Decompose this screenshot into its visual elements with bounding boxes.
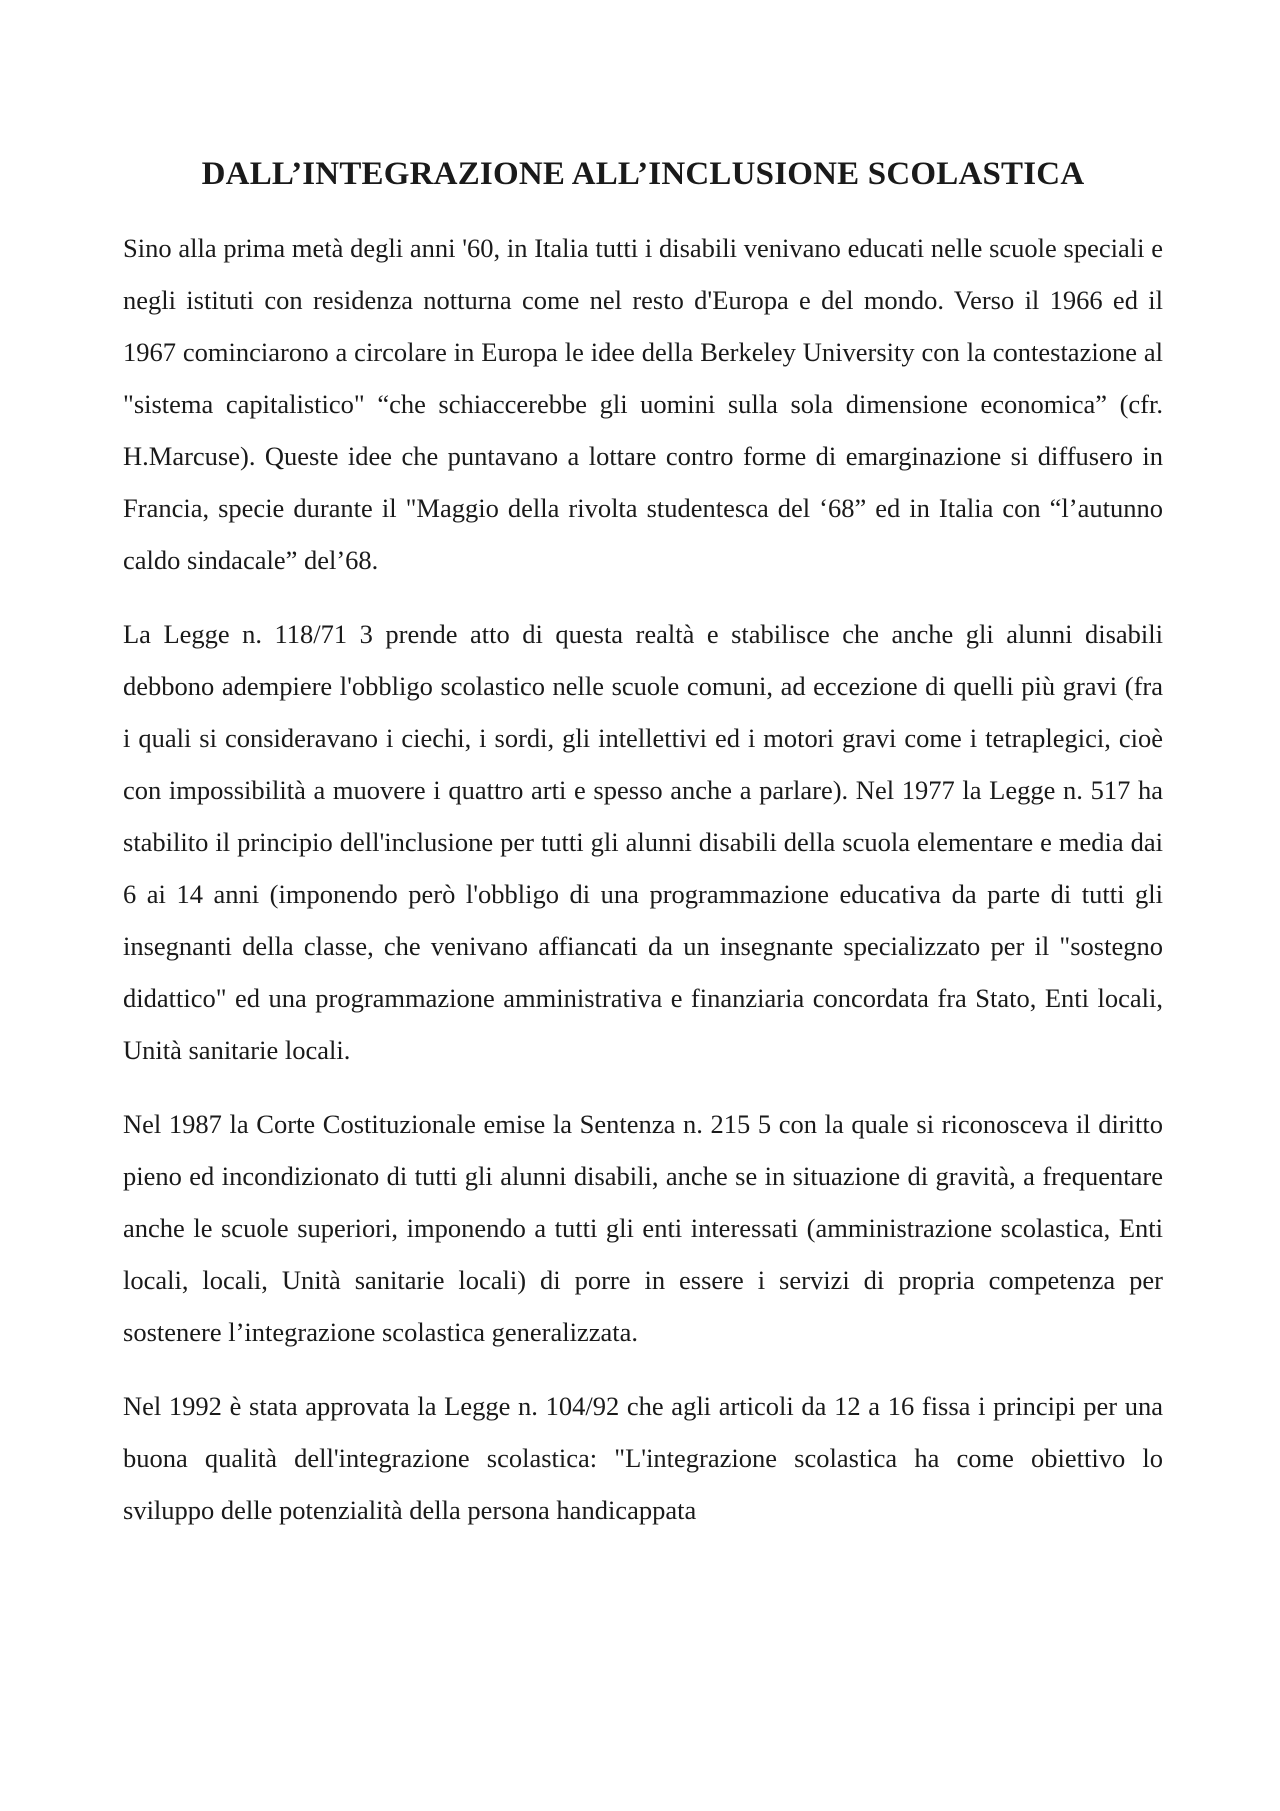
paragraph-sentence-215: Nel 1987 la Corte Costituzionale emise la Sentenza n. 215 5 con la quale si riconosceva il diritto pieno ed incondizionato di tutti gli alunni disabili, anche se in situazione di gravità, a frequentare anche le scuole superiori, imponendo a tutti gli enti interessati (amministrazione scolastica, Enti locali, locali, Unità sanitarie locali) di porre in essere i servizi di propria competenza per sostenere l’integrazione scolastica generalizzata. xyxy=(123,1109,1163,1347)
paragraph-law-104-92: Nel 1992 è stata approvata la Legge n. 104/92 che agli articoli da 12 a 16 fissa i principi per una buona qualità dell'integrazione scolastica: "L'integrazione scolastica ha come obiettivo lo sviluppo delle potenzialità della persona handicappata xyxy=(123,1391,1163,1525)
paragraph-law-118-71: La Legge n. 118/71 3 prende atto di questa realtà e stabilisce che anche gli alunni disabili debbono adempiere l'obbligo scolastico nelle scuole comuni, ad eccezione di quelli più gravi (fra i quali si consideravano i ciechi, i sordi, gli intellettivi ed i motori gravi come i tetraplegici, cioè con impossibilità a muovere i quattro arti e spesso anche a parlare). Nel 1977 la Legge n. 517 ha stabilito il principio dell'inclusione per tutti gli alunni disabili della scuola elementare e media dai 6 ai 14 anni (imponendo però l'obbligo di una programmazione educativa da parte di tutti gli insegnanti della classe, che venivano affiancati da un insegnante specializzato per il "sostegno didattico" ed una programmazione amministrativa e finanziaria concordata fra Stato, Enti locali, Unità sanitarie locali. xyxy=(123,619,1163,1065)
document-page xyxy=(123,0,1163,1536)
paragraph-history-sixties: Sino alla prima metà degli anni '60, in Italia tutti i disabili venivano educati nelle scuole speciali e negli istituti con residenza notturna come nel resto d'Europa e del mondo. Verso il 1966 ed il 1967 cominciarono a circolare in Europa le idee della Berkeley University con la contestazione al "sistema capitalistico" “che schiaccerebbe gli uomini sulla sola dimensione economica” (cfr. H.Marcuse). Queste idee che puntavano a lottare contro forme di emarginazione si diffusero in Francia, specie durante il "Maggio della rivolta studentesca del ‘68” ed in Italia con “l’autunno caldo sindacale” del’68. xyxy=(123,233,1163,575)
document-title: DALL’INTEGRAZIONE ALL’INCLUSIONE SCOLASTICA xyxy=(201,156,1085,192)
